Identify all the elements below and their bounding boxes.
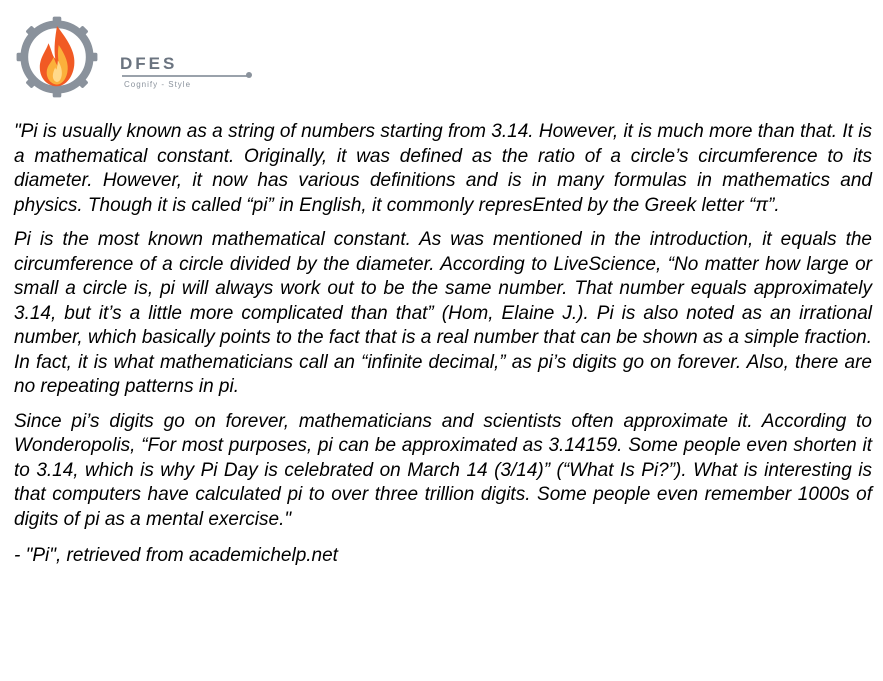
quote-source: - "Pi", retrieved from academichelp.net [14, 545, 338, 566]
gear-flame-logo-icon [14, 14, 100, 100]
quote-paragraph-3: Since pi’s digits go on forever, mathematicians and scientists often approximate it. According to Wonderopolis, “For most purposes, pi can be approximated as 3.14159. Some people even shorten it to 3.14, which is why Pi Day is celebrated on March 14 (3/14)” (“What Is Pi?”). What is interesting is that computers have calculated pi to over three trillion digits. Some people even remember 1000s of digits of pi as a mental exercise." [14, 410, 872, 530]
brand-name: DFES [120, 54, 178, 73]
quote-paragraph-1: "Pi is usually known as a string of numbers starting from 3.14. However, it is much more than that. It is a mathematical constant. Originally, it was defined as the ratio of a circle’s circumference to its diameter. However, it now has various definitions and is in many formulas in mathematics and physics. Though it is called “pi” in English, it commonly represEnted by the Greek letter “π”. [14, 121, 872, 216]
brand-divider [122, 75, 250, 77]
brand-tagline: Cognify - Style [124, 80, 192, 89]
header [14, 14, 264, 104]
brand-divider-dot [246, 72, 252, 78]
quote-body [14, 120, 872, 579]
quote-paragraph-2: Pi is the most known mathematical constant. As was mentioned in the introduction, it equals the circumference of a circle divided by the diameter. According to LiveScience, “No matter how large or small a circle is, pi will always work out to be the same number. That number equals approximately 3.14, but it’s a little more complicated than that” (Hom, Elaine J.). Pi is also noted as an irrational number, which basically points to the fact that is a real number that can be shown as a simple fraction. In fact, it is what mathematicians call an “infinite decimal,” as pi’s digits go on forever. Also, there are no repeating patterns in pi. [14, 229, 872, 397]
